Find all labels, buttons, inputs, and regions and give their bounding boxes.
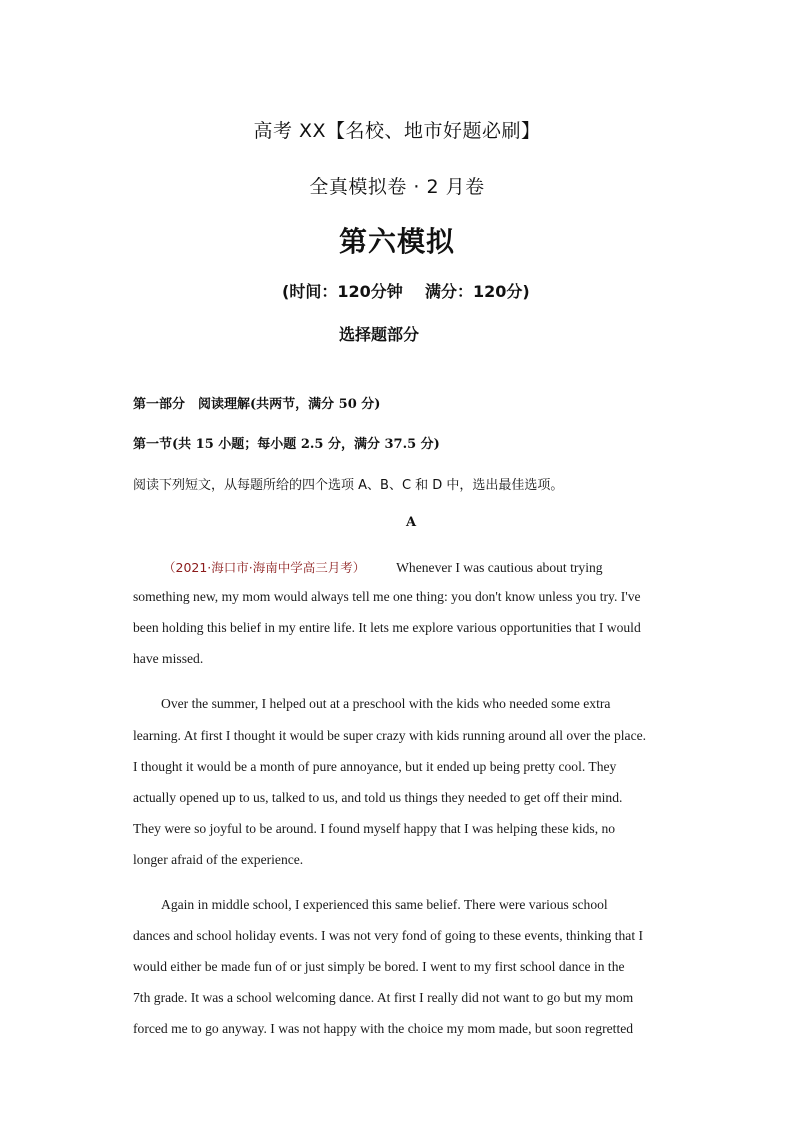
passage-line: dances and school holiday events. I was not very fond of going to these events, thinking that I xyxy=(133,928,644,943)
passage-line: forced me to go anyway. I was not happy with the choice my mom made, but soon regretted xyxy=(133,1021,634,1036)
passage-line: actually opened up to us, talked to us, and told us things they needed to get off their mind. xyxy=(133,790,623,805)
passage-line: Over the summer, I helped out at a preschool with the kids who needed some extra xyxy=(161,696,611,711)
section-title: 选择题部分 xyxy=(339,325,420,344)
exam-series-title: 高考 XX【名校、地市好题必刷】 xyxy=(253,120,541,142)
exam-name: 第六模拟 xyxy=(338,225,455,258)
part-heading: 第一部分 阅读理解(共两节，满分 50 分) xyxy=(133,397,381,412)
passage-line: been holding this belief in my entire life. It lets me explore various opportunities that I would xyxy=(133,620,641,635)
passage-line: They were so joyful to be around. I found myself happy that I was helping these kids, no xyxy=(133,821,616,836)
passage-line: would either be made fun of or just simply be bored. I went to my first school dance in the xyxy=(133,959,625,974)
passage-line: 7th grade. It was a school welcoming dance. At first I really did not want to go but my mom xyxy=(133,990,634,1005)
passage-line: longer afraid of the experience. xyxy=(133,852,304,867)
passage-line xyxy=(163,558,603,576)
exam-subtitle: 全真模拟卷 · 2 月卷 xyxy=(309,176,485,198)
passage-line: learning. At first I thought it would be super crazy with kids running around all over the place. xyxy=(133,728,647,743)
passage-line: Again in middle school, I experienced this same belief. There were various school xyxy=(161,897,608,912)
section-subheading: 第一节(共 15 小题；每小题 2.5 分，满分 37.5 分) xyxy=(133,437,440,452)
passage-line-text: Whenever I was cautious about trying xyxy=(396,560,603,575)
passage-label: A xyxy=(405,515,417,530)
passage-line: I thought it would be a month of pure annoyance, but it ended up being pretty cool. They xyxy=(133,759,617,774)
passage-line: have missed. xyxy=(133,651,204,666)
passage-source: （2021·海口市·海南中学高三月考） xyxy=(163,560,366,575)
time-and-score-info: (时间：120分钟 满分：120分) xyxy=(282,282,530,301)
instruction-text: 阅读下列短文，从每题所给的四个选项 A、B、C 和 D 中，选出最佳选项。 xyxy=(133,478,564,493)
passage-line: something new, my mom would always tell me one thing: you don't know unless you try. I've xyxy=(133,589,641,604)
